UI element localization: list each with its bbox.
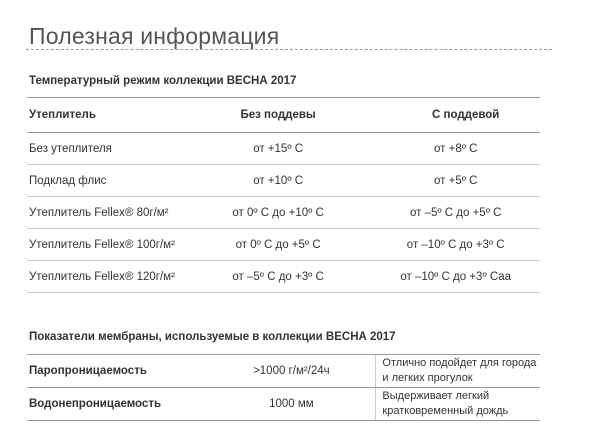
cell-insulation: Утеплитель Fellex® 120г/м² <box>27 261 185 293</box>
temperature-table <box>27 97 540 293</box>
cell-without-layer: от 0º С до +10º С <box>185 197 372 229</box>
cell-without-layer: от –5º С до +3º С <box>185 261 372 293</box>
cell-value: 1000 мм <box>207 388 376 421</box>
title-divider <box>26 49 552 50</box>
table-row <box>27 165 540 197</box>
cell-insulation: Утеплитель Fellex® 100г/м² <box>27 229 185 261</box>
cell-insulation: Без утеплителя <box>27 133 185 165</box>
column-header-without-layer: Без поддевы <box>185 98 372 133</box>
table-row <box>27 229 540 261</box>
cell-with-layer: от +8º С <box>371 133 540 165</box>
table-row <box>27 261 540 293</box>
cell-insulation: Подклад флис <box>27 165 185 197</box>
table-row <box>27 197 540 229</box>
cell-without-layer: от +10º С <box>185 165 372 197</box>
cell-with-layer: от –5º С до +5º С <box>371 197 540 229</box>
temperature-section-title: Температурный режим коллекции ВЕСНА 2017 <box>29 75 297 87</box>
table-header-row <box>27 98 540 133</box>
cell-without-layer: от +15º С <box>185 133 372 165</box>
cell-insulation: Утеплитель Fellex® 80г/м² <box>27 197 185 229</box>
membrane-table <box>27 354 540 421</box>
table-row <box>27 355 540 388</box>
cell-with-layer: от –10º С до +3º Саа <box>371 261 540 293</box>
cell-description: Отлично подойдет для города и легких прогулок <box>376 355 540 388</box>
table-row <box>27 388 540 421</box>
table-row <box>27 133 540 165</box>
column-header-insulation: Утеплитель <box>27 98 185 133</box>
cell-property: Паропроницаемость <box>27 355 207 388</box>
cell-value: >1000 г/м²/24ч <box>207 355 376 388</box>
column-header-with-layer: С поддевой <box>371 98 540 133</box>
cell-with-layer: от +5º С <box>371 165 540 197</box>
membrane-section-title: Показатели мембраны, используемые в коллекции ВЕСНА 2017 <box>29 331 396 343</box>
page-title: Полезная информация <box>29 23 280 50</box>
cell-with-layer: от –10º С до +3º С <box>371 229 540 261</box>
cell-property: Водонепроницаемость <box>27 388 207 421</box>
cell-without-layer: от 0º С до +5º С <box>185 229 372 261</box>
cell-description: Выдерживает легкий кратковременный дождь <box>376 388 540 421</box>
